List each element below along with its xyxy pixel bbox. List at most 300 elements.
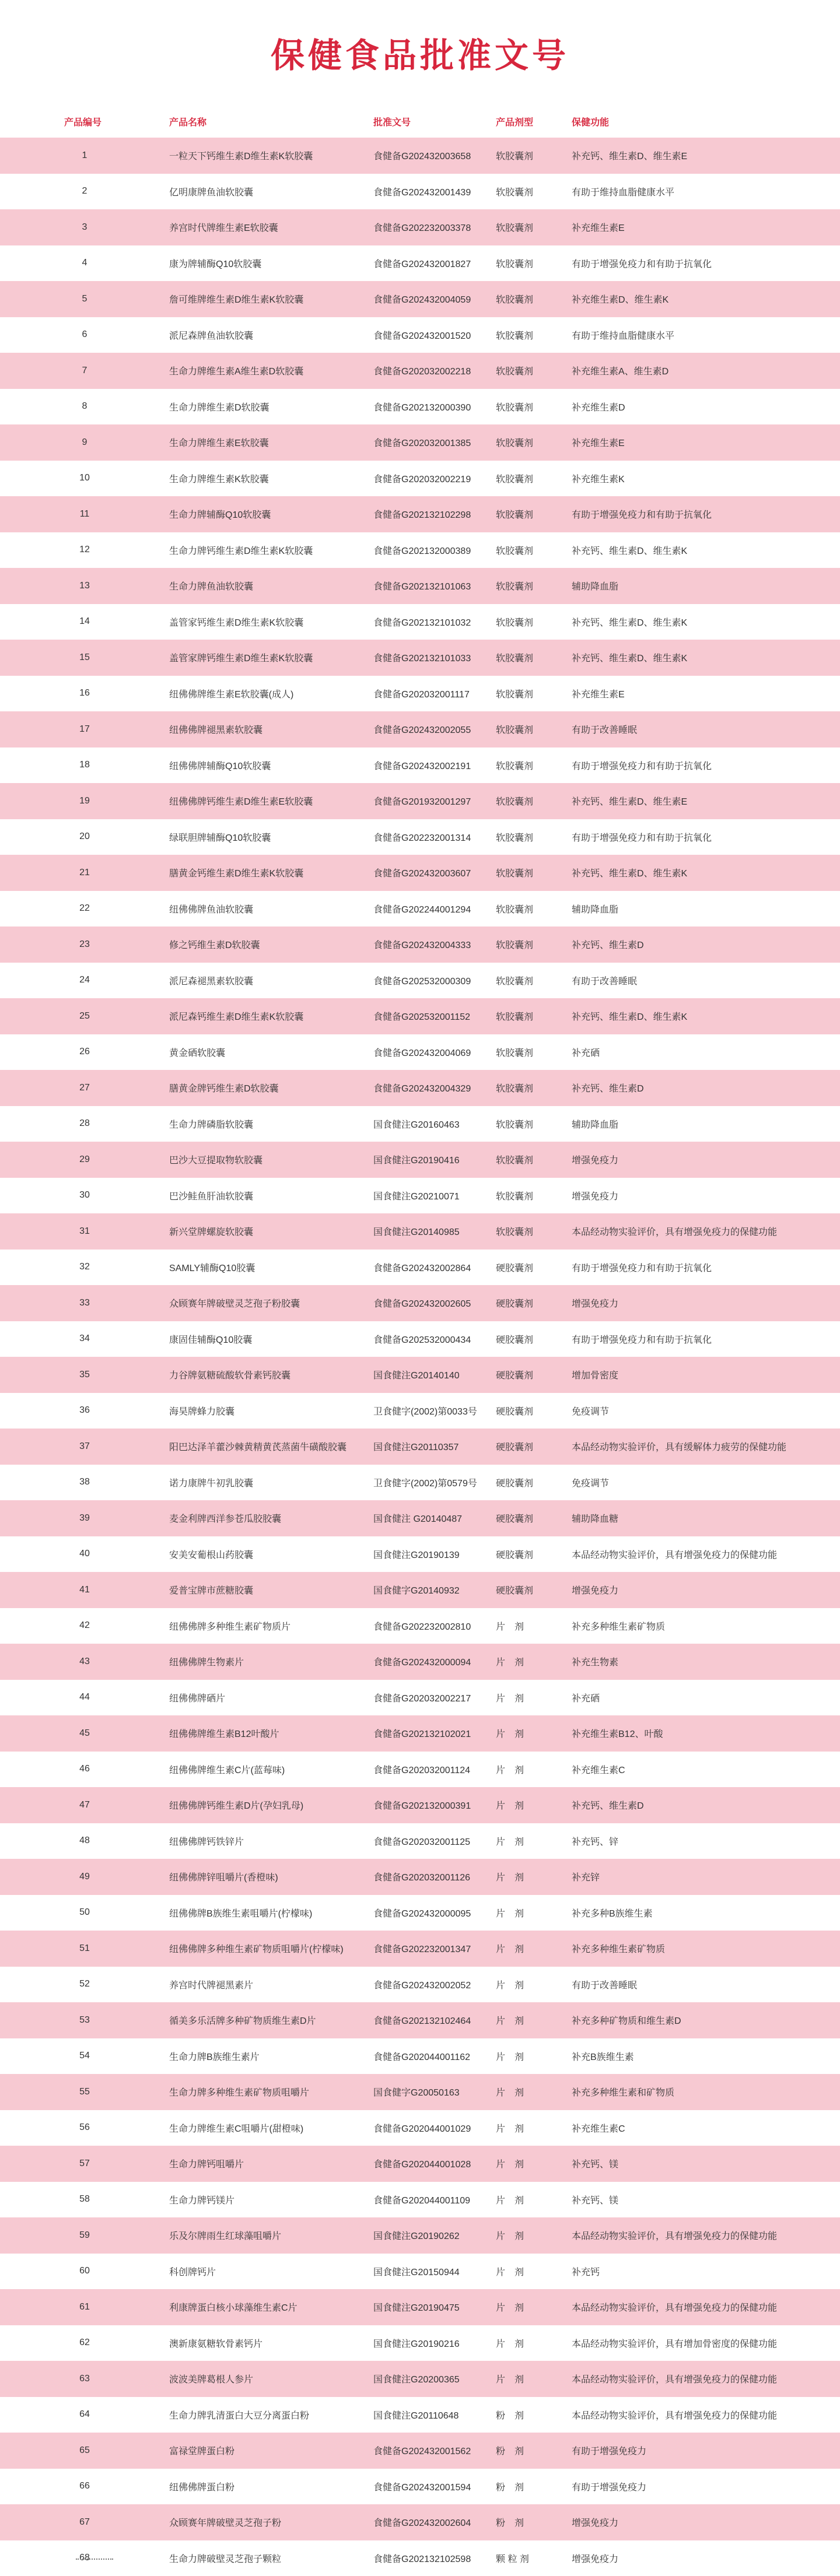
cell-no-wrap — [0, 1692, 169, 1703]
cell-approval-no: 食健备G202432002864 — [373, 1261, 496, 1274]
cell-dosage-form: 片 剂 — [496, 2336, 572, 2350]
table-row — [0, 1608, 840, 1644]
table-row — [0, 2217, 840, 2254]
table-row — [0, 1213, 840, 1250]
cell-approval-no: 国食健注G20190262 — [373, 2228, 496, 2242]
cell-product-name: 养宫时代牌维生素E软胶囊 — [169, 220, 373, 234]
cell-product-name: 派尼森褪黑素软胶囊 — [169, 974, 373, 987]
cell-no-wrap — [0, 1620, 169, 1631]
cell-no-wrap — [0, 2338, 169, 2348]
cell-approval-no: 食健备G202044001029 — [373, 2121, 496, 2135]
cell-dosage-form: 软胶囊剂 — [496, 400, 572, 413]
table-body — [0, 138, 840, 2576]
cell-product-name: 生命力牌钙维生素D维生素K软胶囊 — [169, 543, 373, 557]
cell-product-no: 55 — [64, 2087, 105, 2097]
cell-product-no: 48 — [64, 1836, 105, 1846]
cell-product-no: 57 — [64, 2159, 105, 2169]
cell-approval-no: 食健备G202432002605 — [373, 1296, 496, 1310]
cell-no-wrap — [0, 2159, 169, 2169]
cell-no-wrap — [0, 652, 169, 663]
table-row — [0, 2038, 840, 2075]
cell-dosage-form: 硬胶囊剂 — [496, 1440, 572, 1453]
cell-product-name: 生命力牌维生素E软胶囊 — [169, 436, 373, 449]
cell-dosage-form: 软胶囊剂 — [496, 974, 572, 987]
cell-product-name: 纽佛佛牌钙维生素D维生素E软胶囊 — [169, 794, 373, 808]
cell-approval-no: 食健备G202232001314 — [373, 830, 496, 844]
cell-product-name: 生命力牌维生素C咀嚼片(甜橙味) — [169, 2121, 373, 2135]
header-no: 产品编号 — [64, 115, 105, 128]
cell-no-wrap — [0, 1083, 169, 1093]
table-row — [0, 1321, 840, 1357]
cell-approval-no: 食健备G202432003658 — [373, 149, 496, 162]
header-approval: 批准文号 — [373, 115, 496, 128]
cell-product-no: 8 — [64, 401, 105, 412]
cell-product-name: 生命力牌维生素K软胶囊 — [169, 472, 373, 485]
cell-product-name: 盖管家牌钙维生素D维生素K软胶囊 — [169, 651, 373, 664]
table-row — [0, 1859, 840, 1895]
cell-no-wrap — [0, 1011, 169, 1022]
cell-approval-no: 食健备G202232001347 — [373, 1942, 496, 1955]
cell-no-wrap — [0, 2015, 169, 2026]
table-row — [0, 209, 840, 245]
cell-product-name: 生命力牌破壁灵芝孢子颗粒 — [169, 2552, 373, 2565]
cell-product-name: 富禄堂牌蛋白粉 — [169, 2444, 373, 2457]
cell-product-no: 17 — [64, 724, 105, 735]
cell-dosage-form: 硬胶囊剂 — [496, 1296, 572, 1310]
table-row — [0, 2289, 840, 2325]
cell-health-function: 增强免疫力 — [572, 1583, 840, 1596]
cell-product-name: 利康牌蛋白核小球藻维生素C片 — [169, 2300, 373, 2314]
cell-product-name: 生命力牌辅酶Q10软胶囊 — [169, 507, 373, 521]
cell-approval-no: 国食健注 G20140487 — [373, 1511, 496, 1525]
cell-health-function: 补充多种B族维生素 — [572, 1906, 840, 1919]
cell-health-function: 补充钙、维生素D — [572, 1081, 840, 1094]
cell-product-no: 14 — [64, 616, 105, 627]
cell-no-wrap — [0, 1656, 169, 1667]
cell-no-wrap — [0, 1441, 169, 1452]
table-row — [0, 1285, 840, 1321]
cell-product-no: 29 — [64, 1154, 105, 1165]
cell-product-no: 20 — [64, 831, 105, 842]
cell-approval-no: 食健备G202132102464 — [373, 2013, 496, 2027]
cell-health-function: 补充维生素D、维生素K — [572, 292, 840, 306]
cell-no-wrap — [0, 1405, 169, 1416]
cell-product-no: 32 — [64, 1262, 105, 1272]
cell-dosage-form: 片 剂 — [496, 2300, 572, 2314]
cell-dosage-form: 软胶囊剂 — [496, 830, 572, 844]
cell-approval-no: 食健备G202032002219 — [373, 472, 496, 485]
cell-no-wrap — [0, 1118, 169, 1129]
cell-product-name: 巴沙大豆提取物软胶囊 — [169, 1153, 373, 1166]
cell-no-wrap — [0, 724, 169, 735]
cell-dosage-form: 片 剂 — [496, 1655, 572, 1668]
cell-dosage-form: 软胶囊剂 — [496, 149, 572, 162]
cell-product-name: 生命力牌鱼油软胶囊 — [169, 579, 373, 592]
cell-no-wrap — [0, 1477, 169, 1487]
cell-approval-no: 国食健注G20200365 — [373, 2372, 496, 2385]
table-row — [0, 2469, 840, 2505]
cell-no-wrap — [0, 1549, 169, 1559]
cell-health-function: 免疫调节 — [572, 1404, 840, 1417]
cell-no-wrap — [0, 1764, 169, 1774]
table-row — [0, 2397, 840, 2433]
cell-product-no: 41 — [64, 1585, 105, 1595]
cell-dosage-form: 片 剂 — [496, 1726, 572, 1740]
cell-dosage-form: 软胶囊剂 — [496, 615, 572, 629]
cell-dosage-form: 粉 剂 — [496, 2408, 572, 2421]
cell-product-name: 康为牌辅酶Q10软胶囊 — [169, 257, 373, 270]
cell-no-wrap — [0, 545, 169, 555]
cell-approval-no: 食健备G202032001126 — [373, 1870, 496, 1883]
cell-product-name: 诺力康牌牛初乳胶囊 — [169, 1476, 373, 1489]
cell-product-name: 乐及尔牌雨生红球藻咀嚼片 — [169, 2228, 373, 2242]
cell-health-function: 补充多种维生素和矿物质 — [572, 2085, 840, 2098]
cell-approval-no: 国食健注G20150944 — [373, 2265, 496, 2278]
cell-approval-no: 食健备G202032001124 — [373, 1763, 496, 1776]
cell-product-no: 45 — [64, 1728, 105, 1739]
cell-product-no: 34 — [64, 1333, 105, 1344]
cell-product-no: 40 — [64, 1549, 105, 1559]
cell-product-no: 61 — [64, 2302, 105, 2312]
cell-product-no: 64 — [64, 2409, 105, 2420]
table-row — [0, 2254, 840, 2290]
cell-approval-no: 国食健注G20190216 — [373, 2336, 496, 2350]
cell-product-name: 澳新康氨糖软骨素钙片 — [169, 2336, 373, 2350]
cell-product-no: 3 — [64, 222, 105, 233]
cell-no-wrap — [0, 2230, 169, 2241]
cell-product-name: 生命力牌乳清蛋白大豆分离蛋白粉 — [169, 2408, 373, 2421]
table-row — [0, 1536, 840, 1573]
cell-dosage-form: 片 剂 — [496, 1942, 572, 1955]
cell-dosage-form: 软胶囊剂 — [496, 185, 572, 198]
cell-product-no: 47 — [64, 1800, 105, 1810]
cell-no-wrap — [0, 1370, 169, 1380]
table-row — [0, 1142, 840, 1178]
cell-product-no: 67 — [64, 2517, 105, 2528]
cell-product-no: 12 — [64, 545, 105, 555]
cell-health-function: 本品经动物实验评价，具有增强免疫力的保健功能 — [572, 2372, 840, 2385]
cell-product-no: 46 — [64, 1764, 105, 1774]
cell-dosage-form: 软胶囊剂 — [496, 794, 572, 808]
cell-health-function: 有助于增强免疫力 — [572, 2444, 840, 2457]
cell-no-wrap — [0, 616, 169, 627]
cell-health-function: 本品经动物实验评价，具有增强免疫力的保健功能 — [572, 2228, 840, 2242]
cell-product-no: 4 — [64, 258, 105, 268]
cell-health-function: 补充钙、锌 — [572, 1834, 840, 1848]
cell-approval-no: 食健备G202432001594 — [373, 2480, 496, 2493]
cell-approval-no: 食健备G202044001162 — [373, 2049, 496, 2063]
cell-product-name: 黄金硒软胶囊 — [169, 1045, 373, 1059]
table-row — [0, 1429, 840, 1465]
cell-product-name: 纽佛佛牌多种维生素矿物质片 — [169, 1619, 373, 1633]
cell-no-wrap — [0, 1262, 169, 1272]
cell-dosage-form: 硬胶囊剂 — [496, 1476, 572, 1489]
table-row — [0, 2504, 840, 2540]
cell-approval-no: 食健备G202532000434 — [373, 1332, 496, 1346]
cell-no-wrap — [0, 1298, 169, 1308]
cell-no-wrap — [0, 1047, 169, 1057]
cell-no-wrap — [0, 1190, 169, 1201]
cell-product-name: 波波美牌葛根人参片 — [169, 2372, 373, 2385]
cell-product-name: 生命力牌多种维生素矿物质咀嚼片 — [169, 2085, 373, 2098]
cell-dosage-form: 粉 剂 — [496, 2444, 572, 2457]
table-row — [0, 783, 840, 819]
cell-no-wrap — [0, 2122, 169, 2133]
table-row — [0, 496, 840, 532]
cell-no-wrap — [0, 1800, 169, 1810]
cell-product-name: SAMLY辅酶Q10胶囊 — [169, 1261, 373, 1274]
cell-health-function: 补充多种矿物质和维生素D — [572, 2013, 840, 2027]
table-row — [0, 676, 840, 712]
cell-product-no: 68 — [64, 2553, 105, 2563]
cell-no-wrap — [0, 2374, 169, 2384]
table-row — [0, 389, 840, 425]
cell-approval-no: 食健备G202432002191 — [373, 759, 496, 772]
table-row — [0, 1931, 840, 1967]
table-row — [0, 963, 840, 999]
cell-approval-no: 食健备G202432002055 — [373, 722, 496, 736]
cell-approval-no: 国食健注G20190416 — [373, 1153, 496, 1166]
table-row — [0, 1680, 840, 1716]
cell-health-function: 补充多种维生素矿物质 — [572, 1619, 840, 1633]
cell-health-function: 本品经动物实验评价，具有增强免疫力的保健功能 — [572, 1224, 840, 1238]
cell-product-no: 30 — [64, 1190, 105, 1201]
table-row — [0, 1823, 840, 1859]
cell-health-function: 增强免疫力 — [572, 2515, 840, 2529]
cell-no-wrap — [0, 688, 169, 699]
cell-no-wrap — [0, 186, 169, 196]
cell-product-name: 养宫时代牌褪黑素片 — [169, 1978, 373, 1991]
table-row — [0, 138, 840, 174]
cell-product-name: 詹可维牌维生素D维生素K软胶囊 — [169, 292, 373, 306]
cell-health-function: 有助于维持血脂健康水平 — [572, 185, 840, 198]
cell-no-wrap — [0, 760, 169, 770]
cell-no-wrap — [0, 2051, 169, 2061]
cell-approval-no: 食健备G202244001294 — [373, 902, 496, 915]
cell-approval-no: 食健备G202432001562 — [373, 2444, 496, 2457]
cell-approval-no: 食健备G202432002052 — [373, 1978, 496, 1991]
table-row — [0, 532, 840, 568]
cell-product-no: 13 — [64, 581, 105, 591]
cell-no-wrap — [0, 1585, 169, 1595]
cell-no-wrap — [0, 329, 169, 340]
cell-approval-no: 食健备G202132101033 — [373, 651, 496, 664]
cell-no-wrap — [0, 401, 169, 412]
cell-no-wrap — [0, 509, 169, 520]
cell-product-name: 生命力牌钙咀嚼片 — [169, 2157, 373, 2170]
cell-health-function: 补充B族维生素 — [572, 2049, 840, 2063]
cell-dosage-form: 软胶囊剂 — [496, 436, 572, 449]
cell-health-function: 有助于改善睡眠 — [572, 722, 840, 736]
cell-dosage-form: 软胶囊剂 — [496, 938, 572, 951]
cell-product-name: 爱普宝牌市蔗糖胶囊 — [169, 1583, 373, 1596]
cell-approval-no: 食健备G202044001028 — [373, 2157, 496, 2170]
cell-no-wrap — [0, 2194, 169, 2205]
cell-no-wrap — [0, 1943, 169, 1954]
cell-dosage-form: 片 剂 — [496, 1691, 572, 1704]
cell-dosage-form: 软胶囊剂 — [496, 1045, 572, 1059]
cell-dosage-form: 软胶囊剂 — [496, 1189, 572, 1202]
table-row — [0, 1106, 840, 1142]
table-row — [0, 1500, 840, 1536]
cell-product-name: 纽佛佛牌维生素C片(蓝莓味) — [169, 1763, 373, 1776]
table-row — [0, 2182, 840, 2218]
cell-no-wrap — [0, 2266, 169, 2276]
table-row — [0, 819, 840, 855]
cell-dosage-form: 软胶囊剂 — [496, 1081, 572, 1094]
cell-dosage-form: 软胶囊剂 — [496, 1009, 572, 1023]
table-row — [0, 2325, 840, 2361]
cell-approval-no: 卫食健字(2002)第0033号 — [373, 1404, 496, 1417]
cell-product-no: 58 — [64, 2194, 105, 2205]
cell-product-no: 37 — [64, 1441, 105, 1452]
cell-approval-no: 食健备G202032001125 — [373, 1834, 496, 1848]
cell-dosage-form: 片 剂 — [496, 2121, 572, 2135]
header-name: 产品名称 — [169, 115, 373, 128]
cell-product-no: 50 — [64, 1907, 105, 1918]
cell-product-name: 生命力牌维生素D软胶囊 — [169, 400, 373, 413]
cell-product-no: 11 — [64, 509, 105, 520]
cell-approval-no: 食健备G202432002604 — [373, 2515, 496, 2529]
cell-approval-no: 食健备G202432001520 — [373, 328, 496, 342]
cell-no-wrap — [0, 1836, 169, 1846]
table-row — [0, 1465, 840, 1501]
cell-dosage-form: 片 剂 — [496, 1619, 572, 1633]
cell-no-wrap — [0, 2517, 169, 2528]
cell-health-function: 增强免疫力 — [572, 1296, 840, 1310]
cell-dosage-form: 硬胶囊剂 — [496, 1404, 572, 1417]
cell-approval-no: 国食健注G20140140 — [373, 1368, 496, 1381]
cell-health-function: 有助于增强免疫力 — [572, 2480, 840, 2493]
table-row — [0, 2540, 840, 2576]
cell-product-name: 纽佛佛牌硒片 — [169, 1691, 373, 1704]
cell-health-function: 补充维生素C — [572, 2121, 840, 2135]
cell-dosage-form: 片 剂 — [496, 1906, 572, 1919]
cell-dosage-form: 软胶囊剂 — [496, 687, 572, 700]
cell-product-name: 纽佛佛牌钙维生素D片(孕妇乳母) — [169, 1798, 373, 1812]
cell-no-wrap — [0, 939, 169, 950]
cell-product-name: 膳黄金钙维生素D维生素K软胶囊 — [169, 866, 373, 879]
table-row — [0, 2110, 840, 2146]
cell-health-function: 本品经动物实验评价，具有增加骨密度的保健功能 — [572, 2336, 840, 2350]
header-no-cell — [0, 115, 169, 128]
cell-dosage-form: 片 剂 — [496, 2085, 572, 2098]
cell-approval-no: 食健备G202432004069 — [373, 1045, 496, 1059]
cell-no-wrap — [0, 2481, 169, 2491]
cell-dosage-form: 颗 粒 剂 — [496, 2552, 572, 2565]
table-row — [0, 2361, 840, 2397]
cell-product-no: 33 — [64, 1298, 105, 1308]
table-row — [0, 1752, 840, 1788]
cell-approval-no: 食健备G202132000390 — [373, 400, 496, 413]
cell-dosage-form: 软胶囊剂 — [496, 543, 572, 557]
cell-product-no: 22 — [64, 903, 105, 914]
table-row — [0, 604, 840, 640]
cell-dosage-form: 软胶囊剂 — [496, 759, 572, 772]
cell-product-name: 纽佛佛牌钙铁锌片 — [169, 1834, 373, 1848]
table-row — [0, 1572, 840, 1608]
table-row — [0, 424, 840, 461]
table-row — [0, 926, 840, 963]
cell-no-wrap — [0, 366, 169, 376]
cell-dosage-form: 片 剂 — [496, 1834, 572, 1848]
cell-product-no: 1 — [64, 150, 105, 161]
cell-health-function: 辅助降血糖 — [572, 1511, 840, 1525]
cell-no-wrap — [0, 2302, 169, 2312]
cell-product-name: 纽佛佛牌生物素片 — [169, 1655, 373, 1668]
cell-product-no: 25 — [64, 1011, 105, 1022]
cell-product-name: 纽佛佛牌维生素B12叶酸片 — [169, 1726, 373, 1740]
cell-dosage-form: 软胶囊剂 — [496, 1153, 572, 1166]
cell-dosage-form: 软胶囊剂 — [496, 472, 572, 485]
cell-product-no: 38 — [64, 1477, 105, 1487]
cell-dosage-form: 软胶囊剂 — [496, 866, 572, 879]
cell-health-function: 补充维生素E — [572, 687, 840, 700]
cell-approval-no: 食健备G202132102298 — [373, 507, 496, 521]
cell-no-wrap — [0, 2087, 169, 2097]
cell-health-function: 辅助降血脂 — [572, 902, 840, 915]
cell-health-function: 补充钙、维生素D、维生素E — [572, 149, 840, 162]
cell-approval-no: 食健备G202032001117 — [373, 687, 496, 700]
table-row — [0, 2146, 840, 2182]
table-row — [0, 174, 840, 210]
cell-no-wrap — [0, 796, 169, 806]
cell-dosage-form: 片 剂 — [496, 2228, 572, 2242]
cell-product-no: 54 — [64, 2051, 105, 2061]
table-row — [0, 1393, 840, 1429]
cell-product-name: 纽佛佛牌维生素E软胶囊(成人) — [169, 687, 373, 700]
cell-approval-no: 食健备G202132000389 — [373, 543, 496, 557]
cell-product-no: 23 — [64, 939, 105, 950]
cell-product-name: 海昊牌蜂力胶囊 — [169, 1404, 373, 1417]
cell-approval-no: 食健备G202432004333 — [373, 938, 496, 951]
cell-product-no: 24 — [64, 975, 105, 985]
cell-no-wrap — [0, 1226, 169, 1237]
table-row — [0, 1895, 840, 1931]
cell-no-wrap — [0, 868, 169, 878]
cell-dosage-form: 粉 剂 — [496, 2480, 572, 2493]
table-row — [0, 855, 840, 891]
cell-dosage-form: 硬胶囊剂 — [496, 1332, 572, 1346]
cell-approval-no: 食健备G202432004059 — [373, 292, 496, 306]
cell-dosage-form: 片 剂 — [496, 1763, 572, 1776]
cell-health-function: 辅助降血脂 — [572, 579, 840, 592]
cell-product-name: 阳巴达泽羊藿沙棘黄精黄芪蒸菌牛磺酸胶囊 — [169, 1440, 373, 1453]
cell-product-no: 65 — [64, 2445, 105, 2456]
cell-dosage-form: 软胶囊剂 — [496, 902, 572, 915]
table-row — [0, 1357, 840, 1393]
cell-dosage-form: 片 剂 — [496, 2013, 572, 2027]
cell-health-function: 本品经动物实验评价，具有缓解体力疲劳的保健功能 — [572, 1440, 840, 1453]
table-row — [0, 2074, 840, 2110]
cell-health-function: 有助于增强免疫力和有助于抗氧化 — [572, 830, 840, 844]
cell-product-name: 派尼森钙维生素D维生素K软胶囊 — [169, 1009, 373, 1023]
cell-approval-no: 食健备G202132102021 — [373, 1726, 496, 1740]
table-row — [0, 891, 840, 927]
cell-health-function: 补充钙、维生素D — [572, 938, 840, 951]
cell-dosage-form: 软胶囊剂 — [496, 292, 572, 306]
cell-product-no: 6 — [64, 329, 105, 340]
cell-health-function: 有助于增强免疫力和有助于抗氧化 — [572, 1261, 840, 1274]
cell-approval-no: 食健备G201932001297 — [373, 794, 496, 808]
cell-dosage-form: 硬胶囊剂 — [496, 1368, 572, 1381]
cell-approval-no: 食健备G202432003607 — [373, 866, 496, 879]
cell-health-function: 补充维生素E — [572, 436, 840, 449]
cell-product-no: 62 — [64, 2338, 105, 2348]
table-row — [0, 1787, 840, 1823]
cell-product-no: 19 — [64, 796, 105, 806]
cell-product-no: 44 — [64, 1692, 105, 1703]
